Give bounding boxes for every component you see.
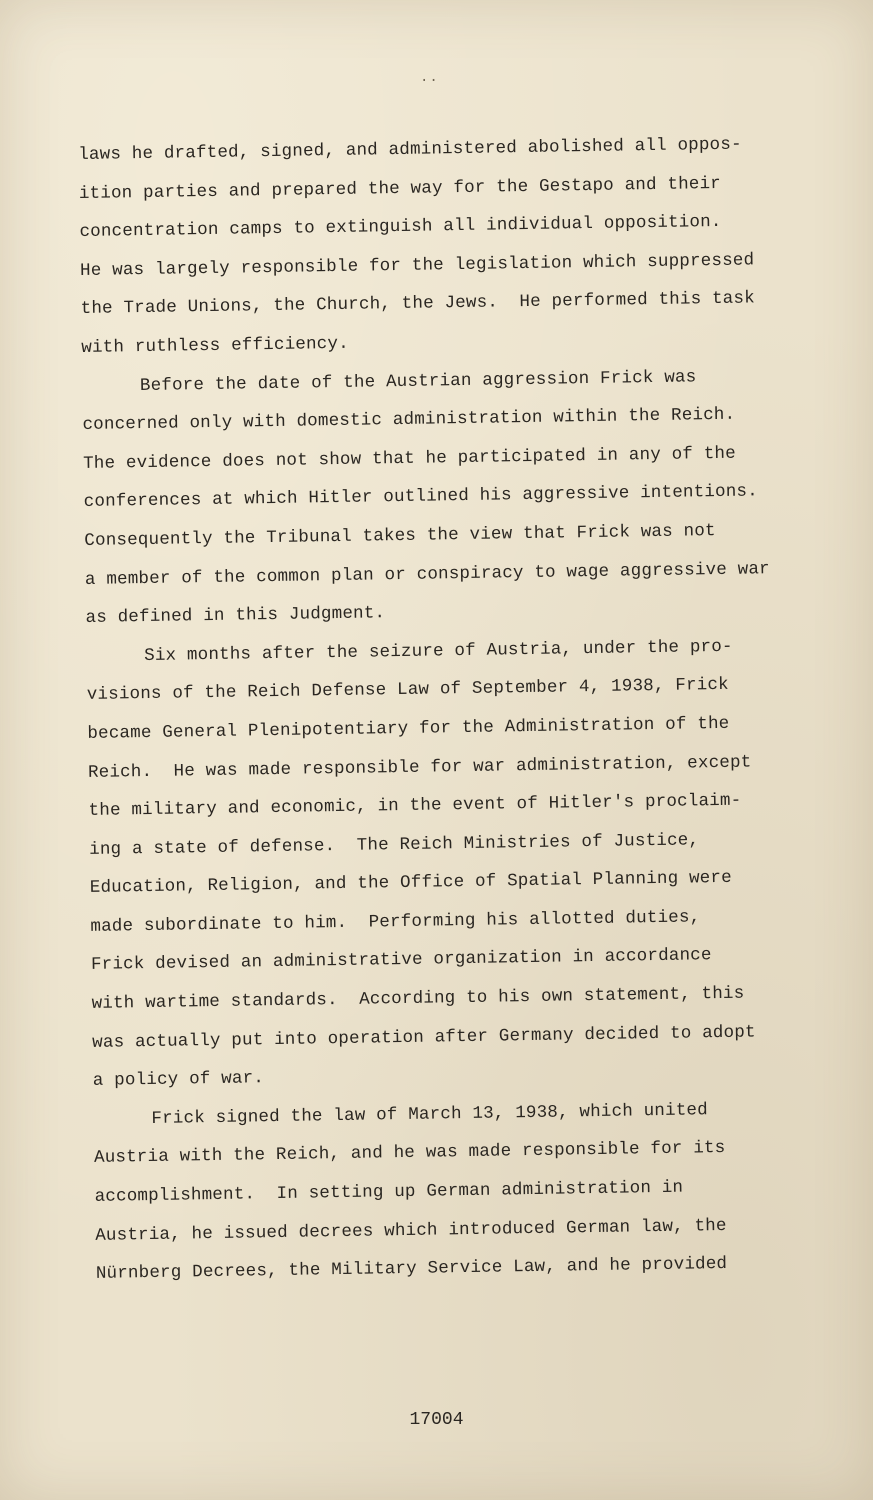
text-line: Frick devised an administrative organization in accordance (90, 945, 712, 976)
text-line: visions of the Reich Defense Law of September 4, 1938, Frick (86, 675, 729, 706)
paragraph-start-line: Before the date of the Austrian aggression Frick was (139, 366, 697, 396)
text-line: as defined in this Judgment. (85, 603, 386, 629)
page-number: 17004 (409, 1410, 464, 1430)
text-line: laws he drafted, signed, and administered abolished all oppos- (78, 134, 742, 165)
paragraph-start-line: Six months after the seizure of Austria, under the pro- (144, 636, 733, 666)
paragraph-start-line: Frick signed the law of March 13, 1938, which united (151, 1100, 709, 1129)
text-line: accomplishment. In setting up German administration in (94, 1177, 684, 1207)
body-text (78, 124, 836, 1293)
text-line: with wartime standards. According to his own statement, this (91, 983, 745, 1014)
text-line: was actually put into operation after Germany decided to adopt (92, 1022, 756, 1053)
text-line: conferences at which Hitler outlined his aggressive intentions. (83, 481, 759, 513)
text-line: The evidence does not show that he participated in any of the (82, 443, 737, 474)
text-line: Education, Religion, and the Office of Spatial Planning were (89, 868, 733, 899)
text-line: the Trade Unions, the Church, the Jews. He performed this task (80, 288, 756, 320)
text-line: concerned only with domestic administration within the Reich. (82, 404, 736, 436)
text-line: Austria with the Reich, and he was made responsible for its (93, 1138, 726, 1169)
text-line: with ruthless efficiency. (81, 333, 350, 358)
text-line: the military and economic, in the event of Hitler's proclaim- (88, 790, 742, 822)
text-line: Austria, he issued decrees which introduced German law, the (95, 1215, 727, 1246)
text-line: Nürnberg Decrees, the Military Service Law, and he provided (95, 1254, 728, 1285)
text-line: He was largely responsible for the legislation which suppressed (79, 250, 755, 281)
text-line: made subordinate to him. Performing his allotted duties, (90, 907, 701, 937)
text-line: a policy of war. (92, 1068, 265, 1092)
text-line: concentration camps to extinguish all individual opposition. (79, 212, 722, 243)
text-line: a member of the common plan or conspiracy to wage aggressive war (84, 558, 770, 590)
text-line: ition parties and prepared the way for the Gestapo and their (78, 173, 722, 204)
top-mark: .. (420, 70, 439, 86)
text-line: Reich. He was made responsible for war administration, except (87, 752, 752, 783)
text-line: became General Plenipotentiary for the Administration of the (87, 713, 730, 744)
text-line: ing a state of defense. The Reich Ministries of Justice, (89, 830, 700, 860)
text-line: Consequently the Tribunal takes the view that Frick was not (84, 520, 716, 551)
